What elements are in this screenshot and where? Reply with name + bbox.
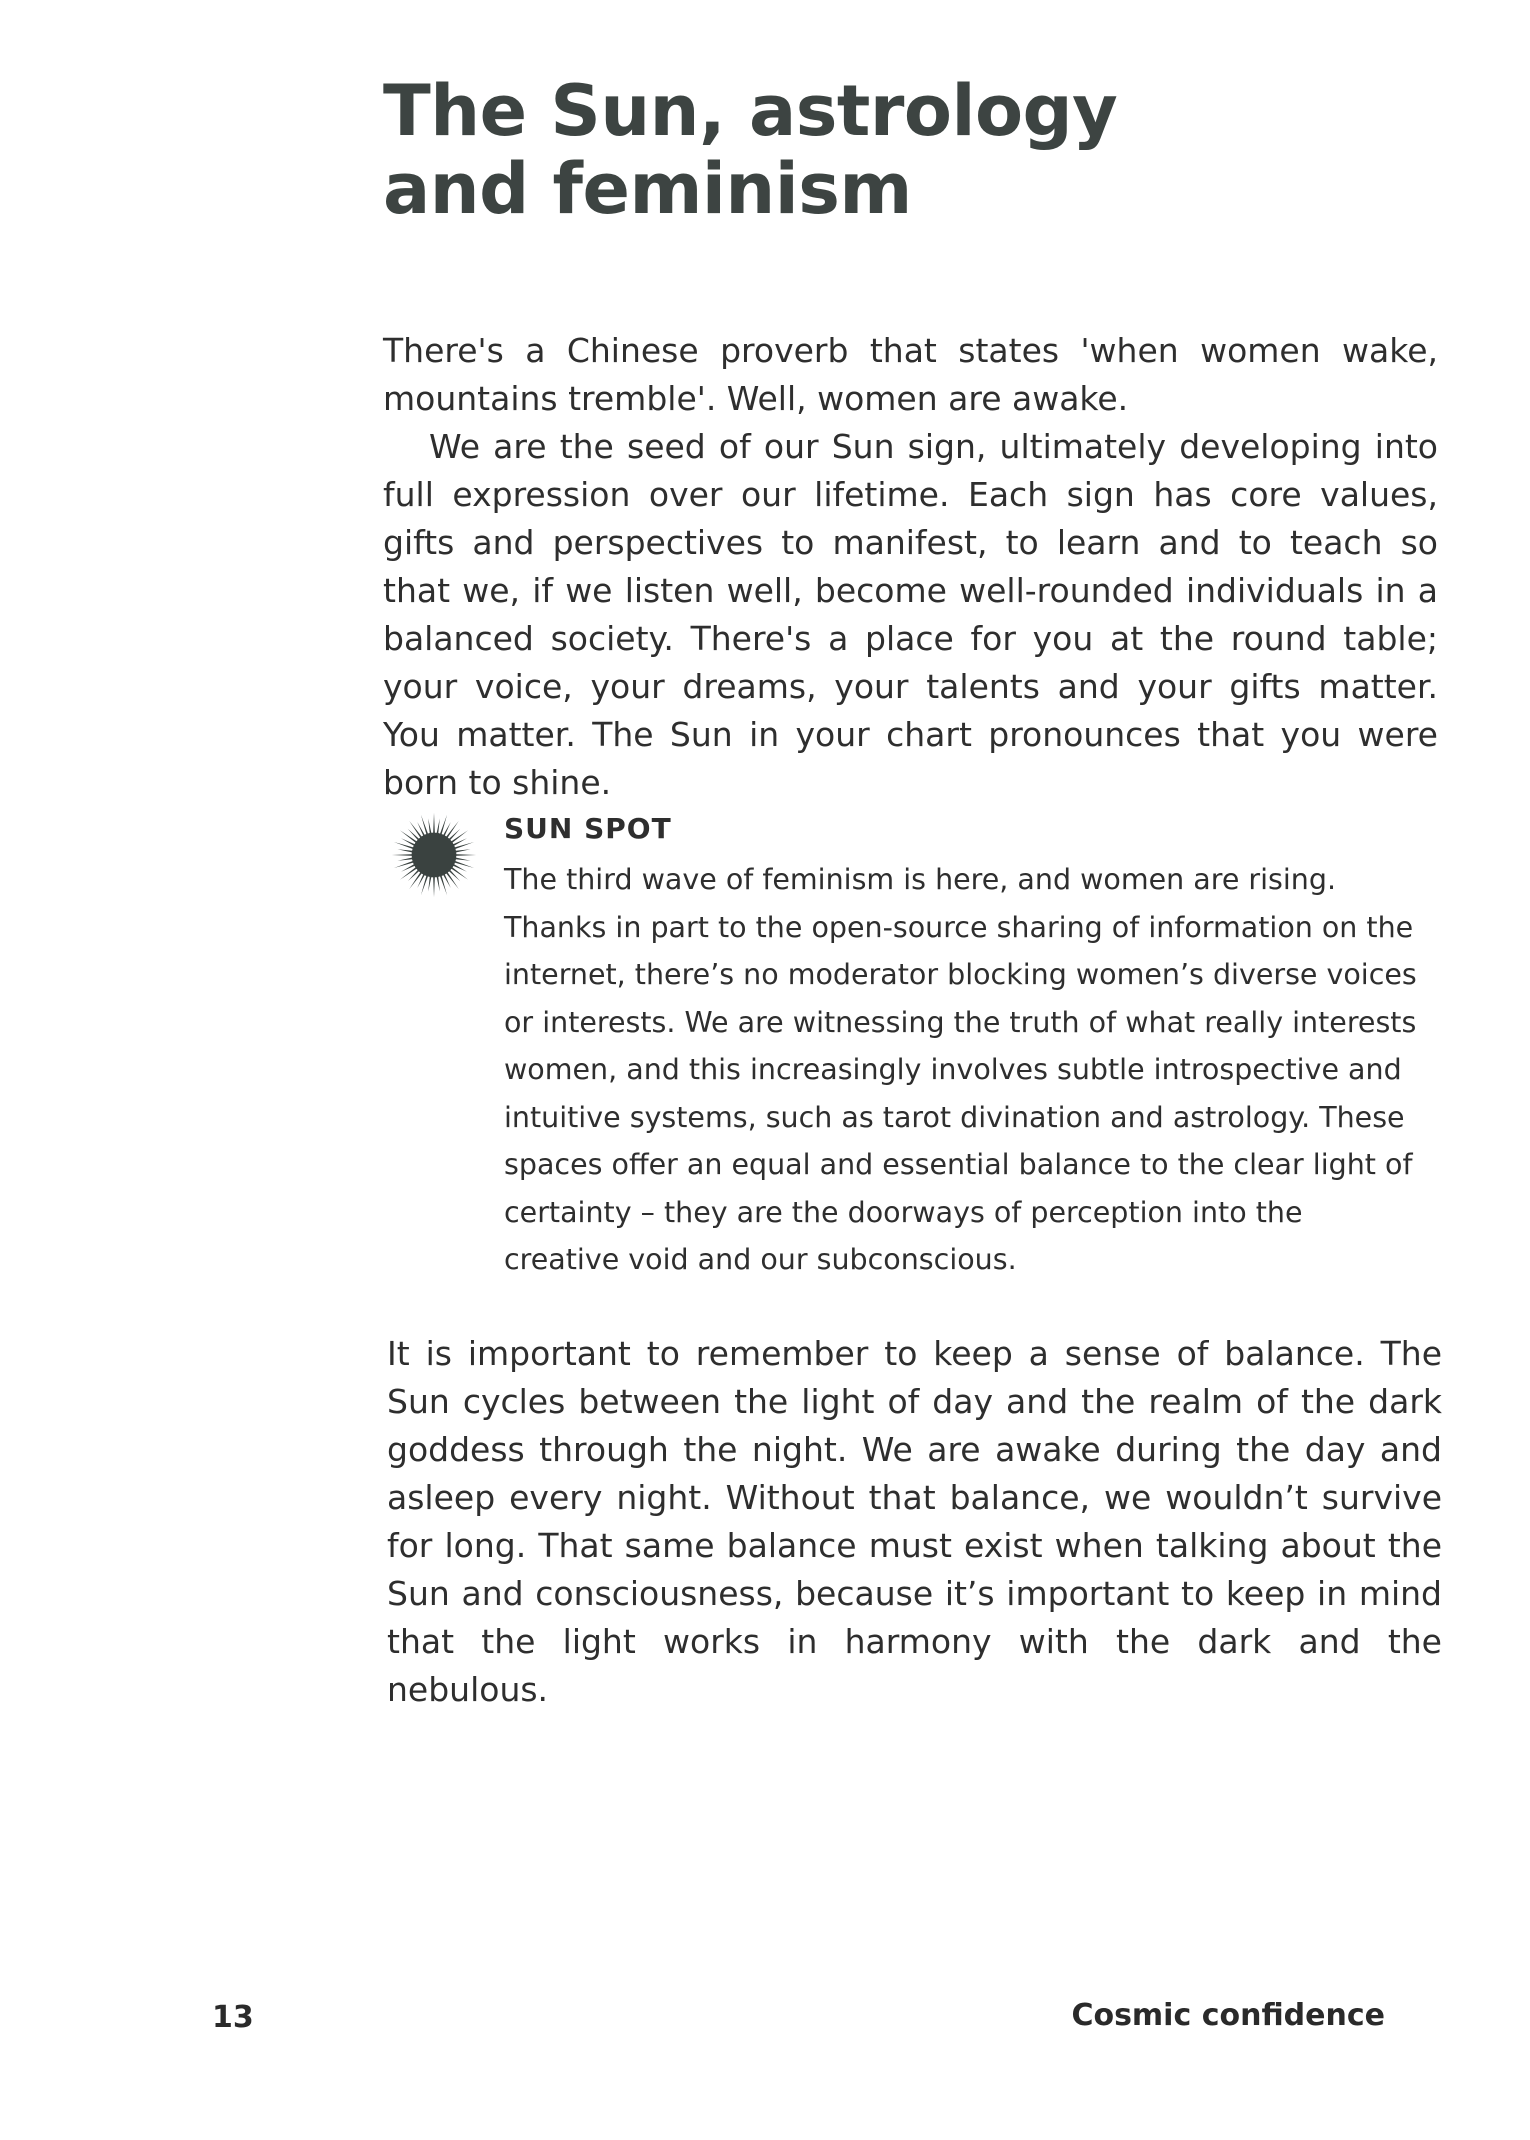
sun-ray xyxy=(392,854,414,856)
sun-ray xyxy=(428,818,431,834)
sun-ray xyxy=(433,813,435,835)
intro-section xyxy=(383,327,1438,807)
sun-spot-heading: SUN SPOT xyxy=(504,812,672,845)
intro-paragraph-2: We are the seed of our Sun sign, ultimately developing into full expression over our lifetime. Each sign has core values, gifts and perspectives to manifest, to learn and to teach so that we, if we listen well, become well-rounded individuals in a balanced society. There's a place for you at the round table; your voice, your dreams, your talents and your gifts matter. You matter. The Sun in your chart pronounces that you were born to shine. xyxy=(383,427,1438,802)
sun-ray xyxy=(436,875,439,891)
intro-paragraph-1: There's a Chinese proverb that states 'when women wake, mountains tremble'. Well, women are awake. xyxy=(383,331,1438,418)
sun-spot-callout xyxy=(383,812,1443,1292)
sun-ray xyxy=(428,875,431,891)
sun-icon xyxy=(391,812,477,898)
closing-paragraph: It is important to remember to keep a sense of balance. The Sun cycles between the light of day and the realm of the dark goddess through the night. We are awake during the day and asleep every night. Without that balance, we wouldn’t survive for long. That same balance must exist when talking about the Sun and consciousness, because it’s important to keep in mind that the light works in harmony with the dark and the nebulous. xyxy=(387,1334,1442,1709)
sun-spot-body: The third wave of feminism is here, and women are rising. Thanks in part to the open-source sharing of information on the internet, there’s no moderator blocking women’s diverse voices or interests. We are witnessing the truth of what really interests women, and this increasingly involves subtle introspective and intuitive systems, such as tarot divination and astrology. These spaces offer an equal and essential balance to the clear light of certainty – they are the doorways of perception into the creative void and our subconscious. xyxy=(504,863,1417,1276)
page-number: 13 xyxy=(212,2000,254,2035)
sun-ray xyxy=(397,857,413,860)
sun-ray xyxy=(433,876,435,898)
sun-ray xyxy=(436,818,439,834)
sun-ray xyxy=(455,854,477,856)
page-title: The Sun, astrology and feminism xyxy=(383,70,1118,230)
sun-ray xyxy=(397,849,413,852)
sun-ray xyxy=(454,857,470,860)
sun-ray xyxy=(454,849,470,852)
running-footer-title: Cosmic confidence xyxy=(1071,1998,1385,2033)
